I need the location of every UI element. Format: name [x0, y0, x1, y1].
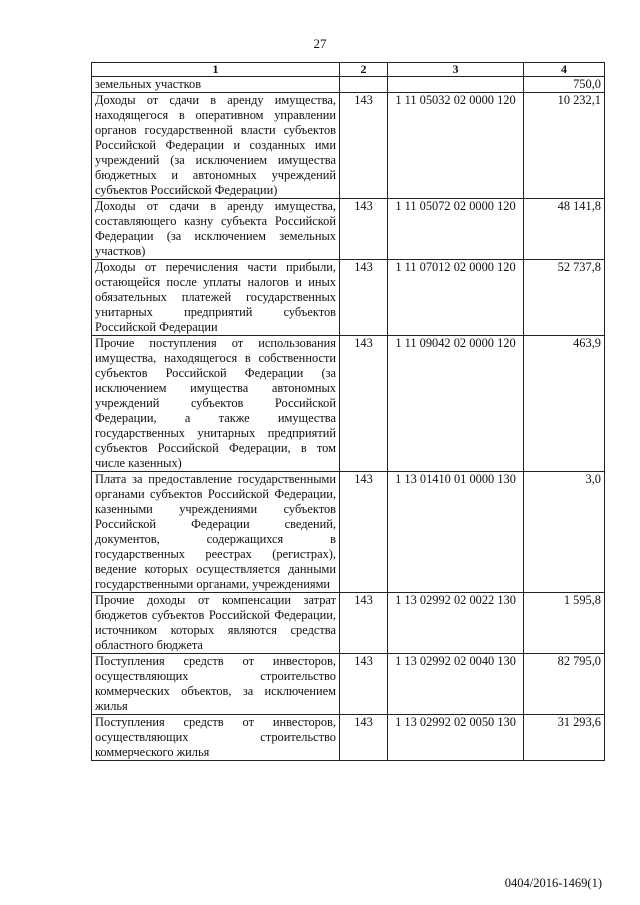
revenue-name-cell: Плата за предоставление государственными органами субъектов Российской Федерации, казенными учреждениями субъектов Российской Федерации сведений, документов, содержащихся в государственных реестрах (регистрах), ведение которых осуществляется данными государственными органами, учреждениями	[92, 472, 340, 593]
revenue-table	[91, 62, 605, 761]
administrator-code-cell	[340, 77, 388, 93]
administrator-code-cell: 143	[340, 472, 388, 593]
revenue-name-cell: земельных участков	[92, 77, 340, 93]
table-row	[92, 654, 605, 715]
page-number: 27	[313, 36, 327, 51]
table-row	[92, 199, 605, 260]
revenue-name-cell: Доходы от сдачи в аренду имущества, находящегося в оперативном управлении органов государственной власти субъектов Российской Федерации и созданных ими учреждений (за исключением имущества бюджетных и автономных учреждений субъектов Российской Федерации)	[92, 93, 340, 199]
document-footer-code: 0404/2016-1469(1)	[504, 876, 602, 890]
revenue-name-cell: Поступления средств от инвесторов, осуществляющих строительство коммерческого жилья	[92, 715, 340, 761]
classification-code-cell: 1 11 09042 02 0000 120	[388, 336, 524, 472]
administrator-code-cell: 143	[340, 336, 388, 472]
administrator-code-cell: 143	[340, 93, 388, 199]
administrator-code-cell: 143	[340, 715, 388, 761]
revenue-name-cell: Прочие доходы от компенсации затрат бюджетов субъектов Российской Федерации, источником которых являются средства областного бюджета	[92, 593, 340, 654]
revenue-name-cell: Прочие поступления от использования имущества, находящегося в собственности субъектов Российской Федерации (за исключением имущества автономных учреждений субъектов Российской Федерации, а также имущества государственных унитарных предприятий субъектов Российской Федерации, в том числе казенных)	[92, 336, 340, 472]
classification-code-cell: 1 11 07012 02 0000 120	[388, 260, 524, 336]
classification-code-cell: 1 13 02992 02 0040 130	[388, 654, 524, 715]
classification-code-cell: 1 11 05072 02 0000 120	[388, 199, 524, 260]
classification-code-cell: 1 11 05032 02 0000 120	[388, 93, 524, 199]
amount-cell: 82 795,0	[524, 654, 605, 715]
administrator-code-cell: 143	[340, 654, 388, 715]
classification-code-cell	[388, 77, 524, 93]
table-row	[92, 77, 605, 93]
column-header: 3	[388, 63, 524, 77]
classification-code-cell: 1 13 02992 02 0022 130	[388, 593, 524, 654]
amount-cell: 1 595,8	[524, 593, 605, 654]
table-header-row	[92, 63, 605, 77]
classification-code-cell: 1 13 02992 02 0050 130	[388, 715, 524, 761]
revenue-name-cell: Доходы от перечисления части прибыли, остающейся после уплаты налогов и иных обязательных платежей государственных унитарных предприятий субъектов Российской Федерации	[92, 260, 340, 336]
table-row	[92, 336, 605, 472]
column-header: 4	[524, 63, 605, 77]
revenue-name-cell: Доходы от сдачи в аренду имущества, составляющего казну субъекта Российской Федерации (за исключением земельных участков)	[92, 199, 340, 260]
amount-cell: 31 293,6	[524, 715, 605, 761]
table-row	[92, 715, 605, 761]
amount-cell: 10 232,1	[524, 93, 605, 199]
amount-cell: 48 141,8	[524, 199, 605, 260]
amount-cell: 52 737,8	[524, 260, 605, 336]
table-row	[92, 593, 605, 654]
column-header: 1	[92, 63, 340, 77]
table-row	[92, 93, 605, 199]
classification-code-cell: 1 13 01410 01 0000 130	[388, 472, 524, 593]
column-header: 2	[340, 63, 388, 77]
administrator-code-cell: 143	[340, 593, 388, 654]
amount-cell: 3,0	[524, 472, 605, 593]
administrator-code-cell: 143	[340, 260, 388, 336]
amount-cell: 750,0	[524, 77, 605, 93]
administrator-code-cell: 143	[340, 199, 388, 260]
amount-cell: 463,9	[524, 336, 605, 472]
revenue-name-cell: Поступления средств от инвесторов, осуществляющих строительство коммерческих объектов, за исключением жилья	[92, 654, 340, 715]
table-row	[92, 260, 605, 336]
table-row	[92, 472, 605, 593]
